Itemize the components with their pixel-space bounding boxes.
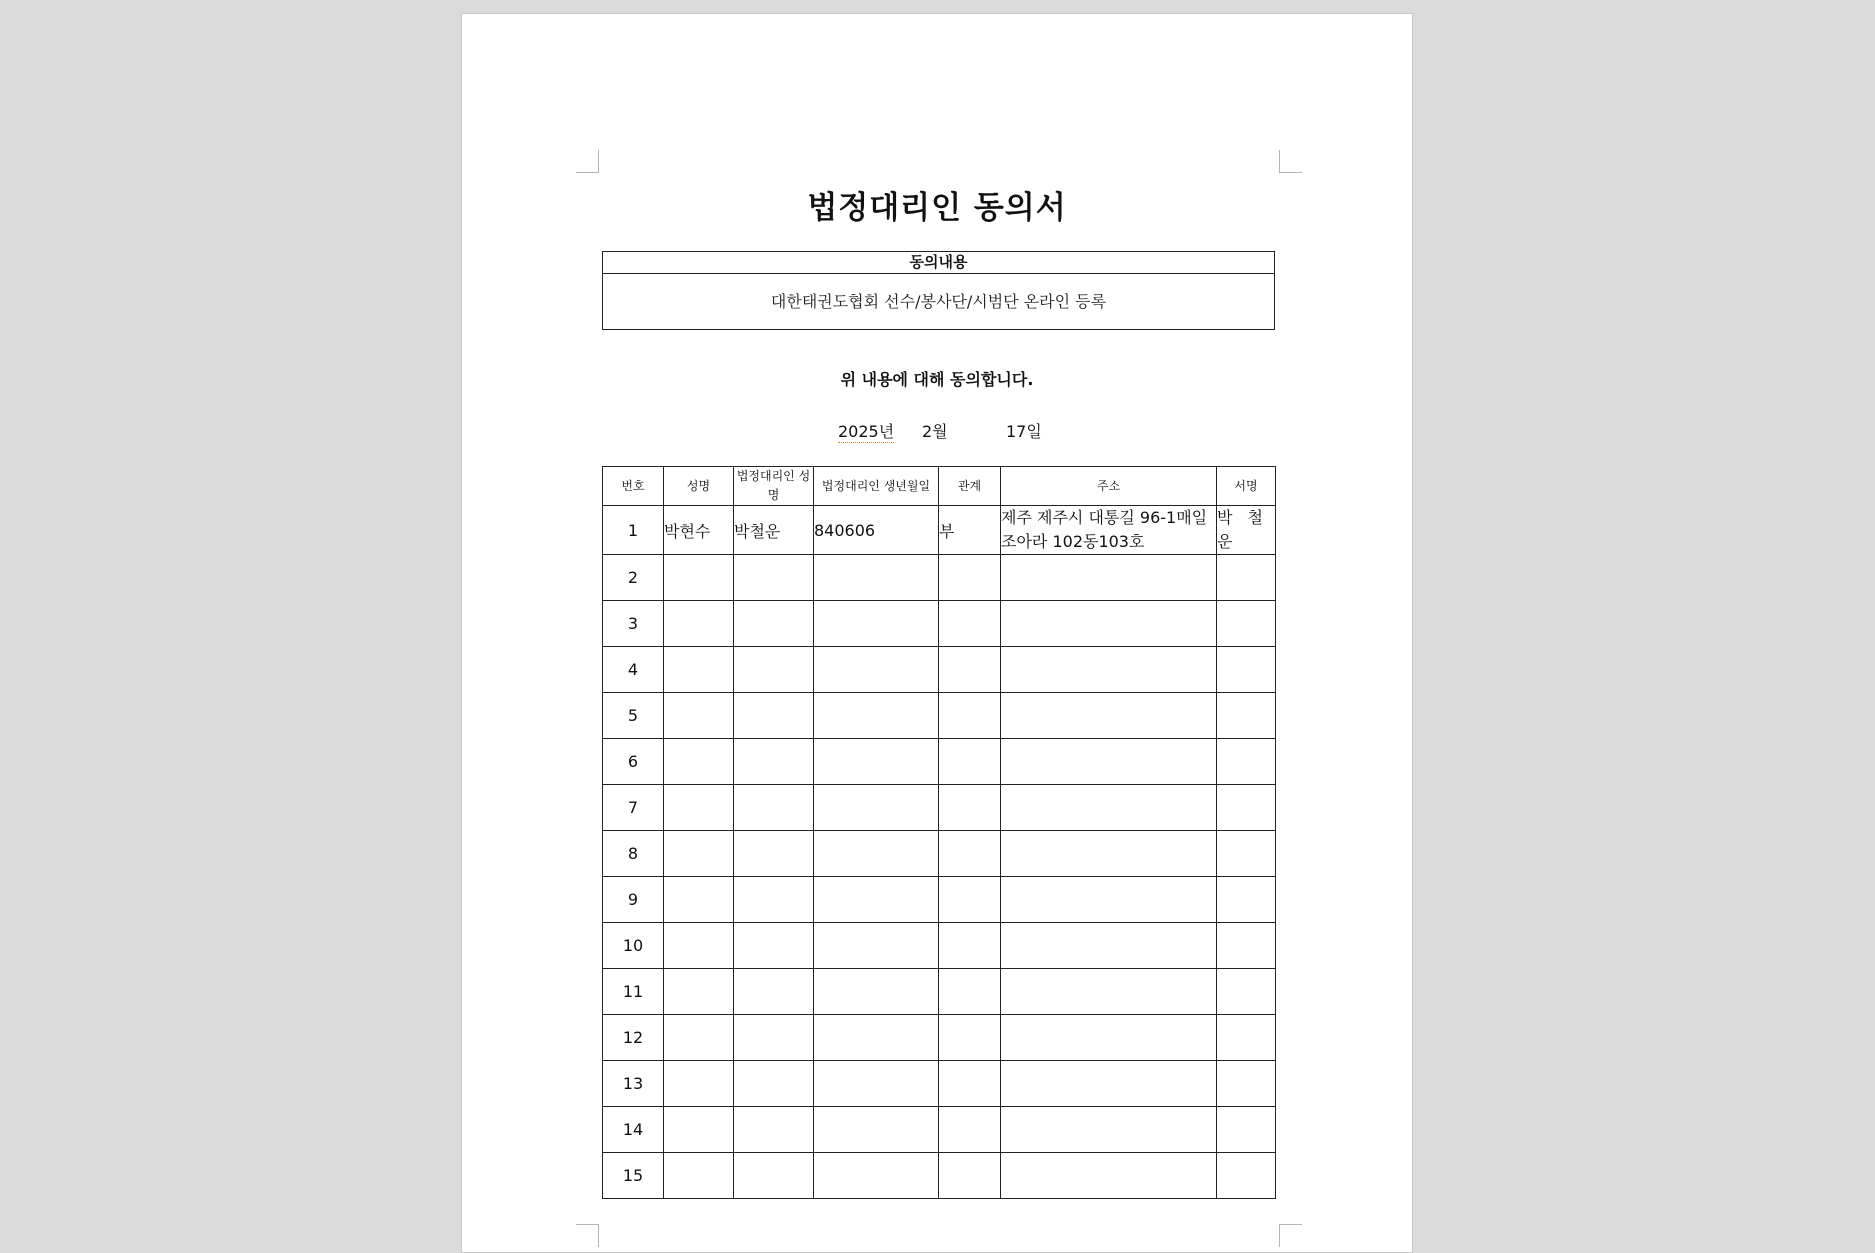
header-guardian-name[interactable]: 법정대리인 성명 [734,467,814,506]
cell-name[interactable] [664,785,734,831]
cell-guardian-birth[interactable] [814,1061,939,1107]
cell-name[interactable]: 박현수 [664,506,734,555]
cell-signature[interactable] [1217,785,1276,831]
cell-guardian-name[interactable] [734,831,814,877]
cell-relation[interactable] [939,1153,1001,1199]
table-row [603,831,1276,877]
cell-address[interactable] [1001,555,1217,601]
cell-guardian-name[interactable] [734,693,814,739]
cell-address[interactable] [1001,1107,1217,1153]
guardian-table [602,466,1276,1199]
cell-address[interactable] [1001,831,1217,877]
cell-guardian-name[interactable] [734,1061,814,1107]
cell-name[interactable] [664,923,734,969]
cell-number[interactable]: 2 [603,555,664,601]
cell-guardian-name[interactable] [734,1153,814,1199]
cell-signature[interactable] [1217,969,1276,1015]
cell-relation[interactable] [939,923,1001,969]
cell-number[interactable]: 1 [603,506,664,555]
date-day[interactable]: 17일 [1006,422,1042,441]
margin-mark-top-right [1279,150,1302,173]
cell-name[interactable] [664,739,734,785]
cell-signature[interactable] [1217,923,1276,969]
cell-name[interactable] [664,647,734,693]
cell-number[interactable]: 12 [603,1015,664,1061]
table-row [603,647,1276,693]
cell-signature[interactable] [1217,555,1276,601]
cell-guardian-name[interactable] [734,739,814,785]
cell-guardian-birth[interactable] [814,969,939,1015]
table-row [603,1061,1276,1107]
cell-number[interactable]: 15 [603,1153,664,1199]
header-number[interactable]: 번호 [603,467,664,506]
cell-guardian-birth[interactable] [814,693,939,739]
cell-signature[interactable] [1217,831,1276,877]
cell-guardian-name[interactable]: 박철운 [734,506,814,555]
cell-guardian-name[interactable] [734,647,814,693]
cell-relation[interactable] [939,1107,1001,1153]
cell-signature[interactable] [1217,1107,1276,1153]
cell-address[interactable] [1001,969,1217,1015]
cell-relation[interactable] [939,969,1001,1015]
table-body [603,506,1276,1199]
cell-guardian-birth[interactable] [814,601,939,647]
cell-relation[interactable] [939,647,1001,693]
table-row [603,1153,1276,1199]
cell-address[interactable] [1001,1153,1217,1199]
cell-guardian-birth[interactable] [814,1107,939,1153]
cell-relation[interactable] [939,1015,1001,1061]
table-row [603,1107,1276,1153]
consent-header[interactable]: 동의내용 [603,252,1274,274]
cell-number[interactable]: 3 [603,601,664,647]
cell-address[interactable] [1001,693,1217,739]
table-row [603,601,1276,647]
cell-guardian-birth[interactable]: 840606 [814,506,939,555]
cell-signature[interactable] [1217,1153,1276,1199]
cell-number[interactable]: 14 [603,1107,664,1153]
cell-address[interactable] [1001,647,1217,693]
table-row [603,555,1276,601]
cell-guardian-name[interactable] [734,785,814,831]
cell-guardian-birth[interactable] [814,831,939,877]
cell-number[interactable]: 9 [603,877,664,923]
cell-number[interactable]: 13 [603,1061,664,1107]
margin-mark-bottom-right [1279,1224,1302,1247]
cell-guardian-name[interactable] [734,555,814,601]
document-title[interactable]: 법정대리인 동의서 [807,190,1067,226]
margin-mark-bottom-left [576,1224,599,1247]
cell-guardian-birth[interactable] [814,739,939,785]
cell-number[interactable]: 11 [603,969,664,1015]
cell-name[interactable] [664,877,734,923]
cell-number[interactable]: 8 [603,831,664,877]
cell-name[interactable] [664,969,734,1015]
table-row [603,877,1276,923]
cell-signature[interactable] [1217,647,1276,693]
table-header-row [603,467,1276,506]
date-month[interactable]: 2월 [922,422,948,441]
table-row [603,969,1276,1015]
consent-box [602,251,1275,330]
cell-address[interactable] [1001,739,1217,785]
consent-content[interactable]: 대한태권도협회 선수/봉사단/시범단 온라인 등록 [770,292,1107,311]
cell-guardian-birth[interactable] [814,877,939,923]
cell-number[interactable]: 5 [603,693,664,739]
cell-name[interactable] [664,1015,734,1061]
cell-guardian-name[interactable] [734,1015,814,1061]
cell-relation[interactable] [939,877,1001,923]
cell-name[interactable] [664,1061,734,1107]
cell-guardian-birth[interactable] [814,923,939,969]
cell-guardian-name[interactable] [734,969,814,1015]
cell-name[interactable] [664,693,734,739]
cell-guardian-birth[interactable] [814,555,939,601]
cell-guardian-birth[interactable] [814,1015,939,1061]
cell-address[interactable] [1001,785,1217,831]
header-guardian-birth[interactable]: 법정대리인 생년월일 [814,467,939,506]
cell-number[interactable]: 6 [603,739,664,785]
table-row [603,923,1276,969]
cell-address[interactable] [1001,601,1217,647]
document-page [461,13,1413,1253]
cell-guardian-birth[interactable] [814,785,939,831]
cell-signature[interactable] [1217,739,1276,785]
cell-guardian-birth[interactable] [814,1153,939,1199]
cell-guardian-name[interactable] [734,923,814,969]
cell-name[interactable] [664,555,734,601]
cell-number[interactable]: 7 [603,785,664,831]
cell-signature[interactable] [1217,693,1276,739]
cell-address[interactable] [1001,1015,1217,1061]
cell-signature[interactable] [1217,877,1276,923]
cell-relation[interactable] [939,739,1001,785]
cell-relation[interactable] [939,831,1001,877]
table-row [603,1015,1276,1061]
cell-relation[interactable] [939,555,1001,601]
header-signature[interactable]: 서명 [1217,467,1276,506]
table-row [603,785,1276,831]
cell-relation[interactable] [939,785,1001,831]
cell-guardian-name[interactable] [734,601,814,647]
cell-name[interactable] [664,601,734,647]
cell-address[interactable] [1001,1061,1217,1107]
cell-name[interactable] [664,1153,734,1199]
cell-relation[interactable]: 부 [939,506,1001,555]
margin-mark-top-left [576,150,599,173]
cell-relation[interactable] [939,601,1001,647]
cell-signature[interactable] [1217,601,1276,647]
cell-name[interactable] [664,1107,734,1153]
cell-name[interactable] [664,831,734,877]
cell-address[interactable]: 제주 제주시 대통길 96-1매일조아라 102동103호 [1001,506,1217,555]
header-name[interactable]: 성명 [664,467,734,506]
cell-relation[interactable] [939,693,1001,739]
agreement-statement[interactable]: 위 내용에 대해 동의합니다. [840,370,1034,389]
header-address[interactable]: 주소 [1001,467,1217,506]
cell-guardian-name[interactable] [734,877,814,923]
cell-relation[interactable] [939,1061,1001,1107]
table-row [603,739,1276,785]
cell-signature[interactable] [1217,1015,1276,1061]
cell-address[interactable] [1001,923,1217,969]
table-row [603,693,1276,739]
cell-signature[interactable]: 박 철운 [1217,506,1276,555]
table-row [603,506,1276,555]
date-year[interactable]: 2025년 [838,419,894,443]
cell-signature[interactable] [1217,1061,1276,1107]
cell-guardian-name[interactable] [734,1107,814,1153]
cell-address[interactable] [1001,877,1217,923]
header-relation[interactable]: 관계 [939,467,1001,506]
cell-number[interactable]: 4 [603,647,664,693]
cell-guardian-birth[interactable] [814,647,939,693]
cell-number[interactable]: 10 [603,923,664,969]
